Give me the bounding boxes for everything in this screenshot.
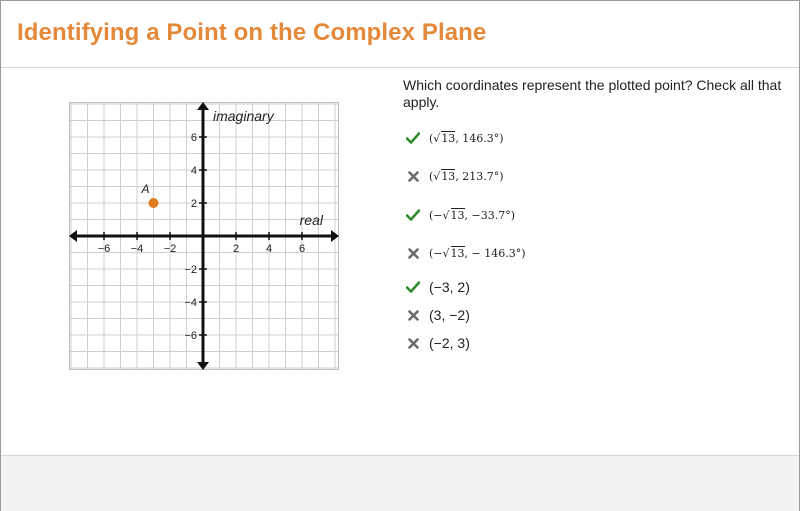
option-prefix: (− [429, 208, 443, 222]
y-tick-label: −2 [184, 264, 197, 276]
real-axis-arrow-left [69, 230, 77, 242]
y-tick-label: −6 [184, 330, 197, 342]
x-tick-label: −4 [130, 243, 144, 255]
radicand: 13 [450, 208, 465, 222]
answer-option-label [429, 170, 504, 183]
answer-option-label: (−3, 2) [429, 279, 470, 295]
x-mark-icon [405, 168, 421, 184]
y-tick-label: −4 [184, 297, 197, 309]
complex-plane-svg [69, 102, 339, 370]
answer-option-label: (3, −2) [429, 307, 470, 323]
answer-option-label [429, 247, 526, 260]
option-suffix: , 146.3°) [455, 131, 504, 145]
radicand: 13 [441, 131, 456, 145]
radicand: 13 [441, 169, 456, 183]
x-mark-icon [405, 307, 421, 323]
checkmark-icon [405, 279, 421, 295]
x-mark-icon [405, 245, 421, 261]
answer-option-4[interactable] [405, 242, 526, 264]
checkmark-icon [405, 207, 421, 223]
complex-plane-graph [69, 102, 339, 370]
answer-option-label: (−2, 3) [429, 335, 470, 351]
answer-option-5[interactable] [405, 276, 470, 298]
imaginary-axis-arrow-down [197, 362, 209, 370]
answer-option-3[interactable] [405, 204, 515, 226]
x-tick-label: 6 [298, 243, 306, 255]
radicand: 13 [450, 246, 465, 260]
answer-option-2[interactable] [405, 165, 504, 187]
y-tick-label: 4 [190, 165, 197, 177]
footer-bar [1, 455, 799, 511]
square-root-sign: √ [433, 131, 441, 145]
square-root-sign: √ [442, 246, 450, 260]
real-axis-label: real [299, 212, 323, 228]
x-tick-label: 2 [232, 243, 240, 255]
option-prefix: (− [429, 246, 443, 260]
x-mark-icon [405, 335, 421, 351]
answer-option-label [429, 132, 504, 145]
option-prefix: ( [429, 169, 434, 183]
square-root-sign: √ [442, 208, 450, 222]
point-a-label: A [141, 182, 150, 196]
question-prompt: Which coordinates represent the plotted point? Check all that apply. [403, 77, 782, 110]
checkmark-icon [405, 130, 421, 146]
point-a-marker [149, 198, 159, 208]
option-suffix: , −33.7°) [464, 208, 516, 222]
x-tick-label: 4 [265, 243, 273, 255]
answer-option-6[interactable] [405, 304, 470, 326]
imaginary-axis-label: imaginary [213, 108, 274, 124]
y-tick-label: 6 [190, 132, 197, 144]
square-root-sign: √ [433, 169, 441, 183]
option-prefix: ( [429, 131, 434, 145]
option-suffix: , 213.7°) [455, 169, 504, 183]
answer-option-7[interactable] [405, 332, 470, 354]
x-tick-label: −6 [97, 243, 111, 255]
option-suffix: , − 146.3°) [464, 246, 526, 260]
page-title: Identifying a Point on the Complex Plane [17, 19, 487, 46]
x-tick-label: −2 [163, 243, 177, 255]
y-tick-label: 2 [190, 198, 197, 210]
page-header [1, 1, 799, 68]
answer-option-label [429, 209, 515, 222]
answer-option-1[interactable] [405, 127, 504, 149]
imaginary-axis-arrow-up [197, 102, 209, 110]
